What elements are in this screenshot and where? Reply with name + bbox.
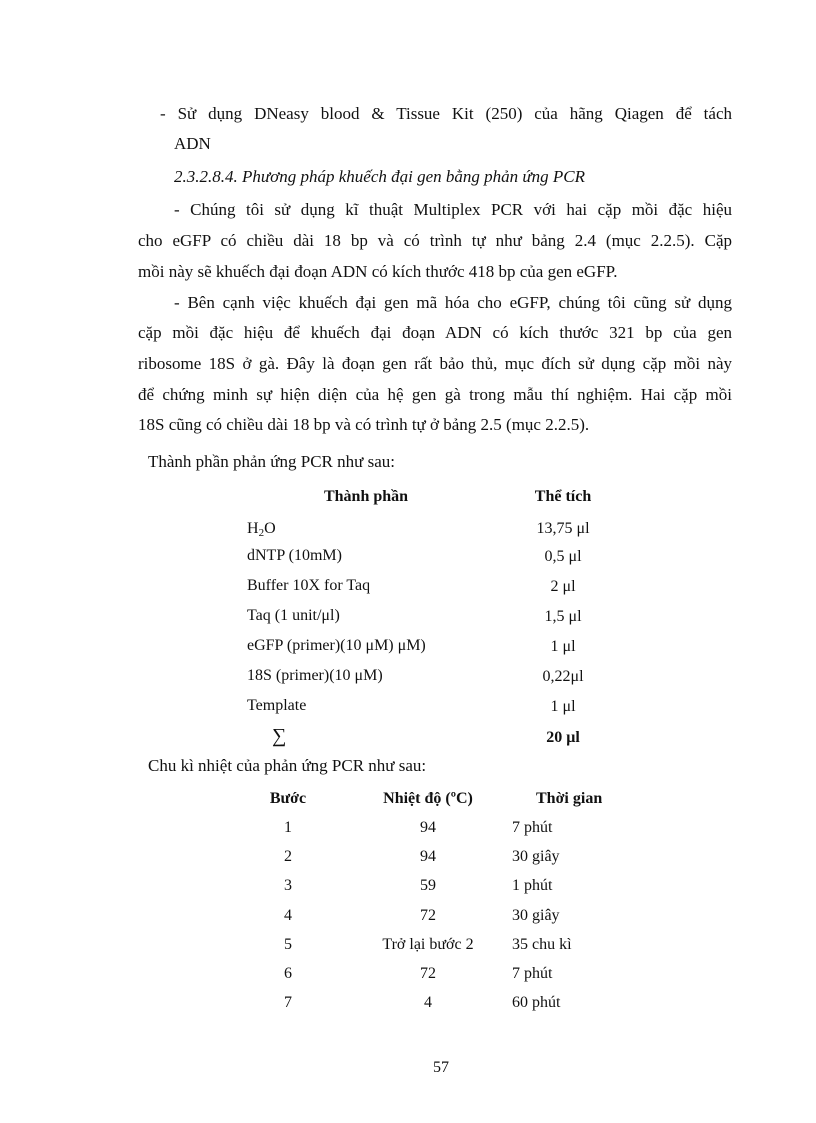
- component-name: 18S (primer)(10 μM): [247, 667, 383, 684]
- cycle-temperature: 4: [424, 994, 432, 1011]
- cycle-step: 6: [284, 965, 292, 982]
- components-header-name: Thành phần: [323, 488, 409, 505]
- cycle-time: 35 chu kì: [512, 936, 572, 953]
- cycle-temperature: 94: [420, 848, 436, 865]
- cycle-temperature: 59: [420, 877, 436, 894]
- cycle-header-step: Bước: [269, 790, 307, 807]
- cycle-step: 3: [284, 877, 292, 894]
- cycle-step: 7: [284, 994, 292, 1011]
- cycle-intro: Chu kì nhiệt của phản ứng PCR như sau:: [148, 756, 427, 775]
- cycle-header-temperature: Nhiệt độ (ºC): [383, 790, 473, 807]
- page-number: 57: [433, 1059, 449, 1076]
- paragraph-2-line-3: ribosome 18S ở gà. Đây là đoạn gen rất bảo thủ, mục đích sử dụng cặp mồi này: [138, 354, 732, 373]
- cycle-time: 60 phút: [512, 994, 561, 1011]
- component-name: Buffer 10X for Taq: [247, 577, 371, 594]
- paragraph-2-line-1: - Bên cạnh việc khuếch đại gen mã hóa cho eGFP, chúng tôi cũng sử dụng: [174, 293, 732, 312]
- paragraph-1-line-2: cho eGFP có chiều dài 18 bp và có trình tự như bảng 2.4 (mục 2.2.5). Cặp: [138, 231, 732, 250]
- paragraph-1-line-3: mồi này sẽ khuếch đại đoạn ADN có kích thước 418 bp của gen eGFP.: [138, 262, 618, 281]
- cycle-time: 7 phút: [512, 819, 553, 836]
- cycle-time: 7 phút: [512, 965, 553, 982]
- cycle-time: 30 giây: [512, 848, 560, 865]
- paragraph-2-line-5: 18S cũng có chiều dài 18 bp và có trình tự ở bảng 2.5 (mục 2.2.5).: [138, 415, 590, 434]
- sum-symbol: ∑: [272, 725, 287, 747]
- paragraph-1-line-1: - Chúng tôi sử dụng kĩ thuật Multiplex PCR với hai cặp mồi đặc hiệu: [174, 200, 732, 219]
- cycle-header-time: Thời gian: [536, 790, 603, 807]
- cycle-time: 30 giây: [512, 907, 560, 924]
- bullet-kit-line-2: ADN: [174, 134, 211, 153]
- component-name: dNTP (10mM): [247, 547, 342, 564]
- bullet-kit-line-1: - Sử dụng DNeasy blood & Tissue Kit (250) của hãng Qiagen để tách: [160, 104, 732, 123]
- paragraph-2-line-2: cặp mồi đặc hiệu để khuếch đại đoạn ADN có kích thước 321 bp của gen: [138, 323, 732, 342]
- section-heading: 2.3.2.8.4. Phương pháp khuếch đại gen bằng phản ứng PCR: [174, 167, 586, 186]
- cycle-temperature: 72: [420, 965, 436, 982]
- component-volume: 1,5 μl: [544, 608, 582, 625]
- component-volume: 0,22μl: [542, 668, 584, 685]
- cycle-temperature: Trở lại bước 2: [382, 936, 474, 953]
- components-header-volume: Thể tích: [534, 488, 592, 505]
- components-intro: Thành phần phản ứng PCR như sau:: [148, 452, 395, 471]
- paragraph-2-line-4: để chứng minh sự hiện diện của hệ gen gà trong mẫu thí nghiệm. Hai cặp mồi: [138, 385, 732, 404]
- cycle-step: 4: [284, 907, 292, 924]
- component-volume: 2 μl: [550, 578, 576, 595]
- total-volume: 20 μl: [546, 729, 580, 746]
- component-name: Taq (1 unit/μl): [247, 607, 340, 624]
- component-name: $H_2O$: [247, 520, 276, 539]
- cycle-time: 1 phút: [512, 877, 553, 894]
- component-volume: 1 μl: [550, 638, 576, 655]
- cycle-step: 2: [284, 848, 292, 865]
- component-name: Template: [247, 697, 307, 714]
- cycle-step: 1: [284, 819, 292, 836]
- component-name: eGFP (primer)(10 μM) μM): [247, 637, 426, 654]
- component-volume: 13,75 μl: [536, 520, 590, 537]
- component-volume: 1 μl: [550, 698, 576, 715]
- cycle-temperature: 94: [420, 819, 436, 836]
- cycle-step: 5: [284, 936, 292, 953]
- component-volume: 0,5 μl: [544, 548, 582, 565]
- cycle-temperature: 72: [420, 907, 436, 924]
